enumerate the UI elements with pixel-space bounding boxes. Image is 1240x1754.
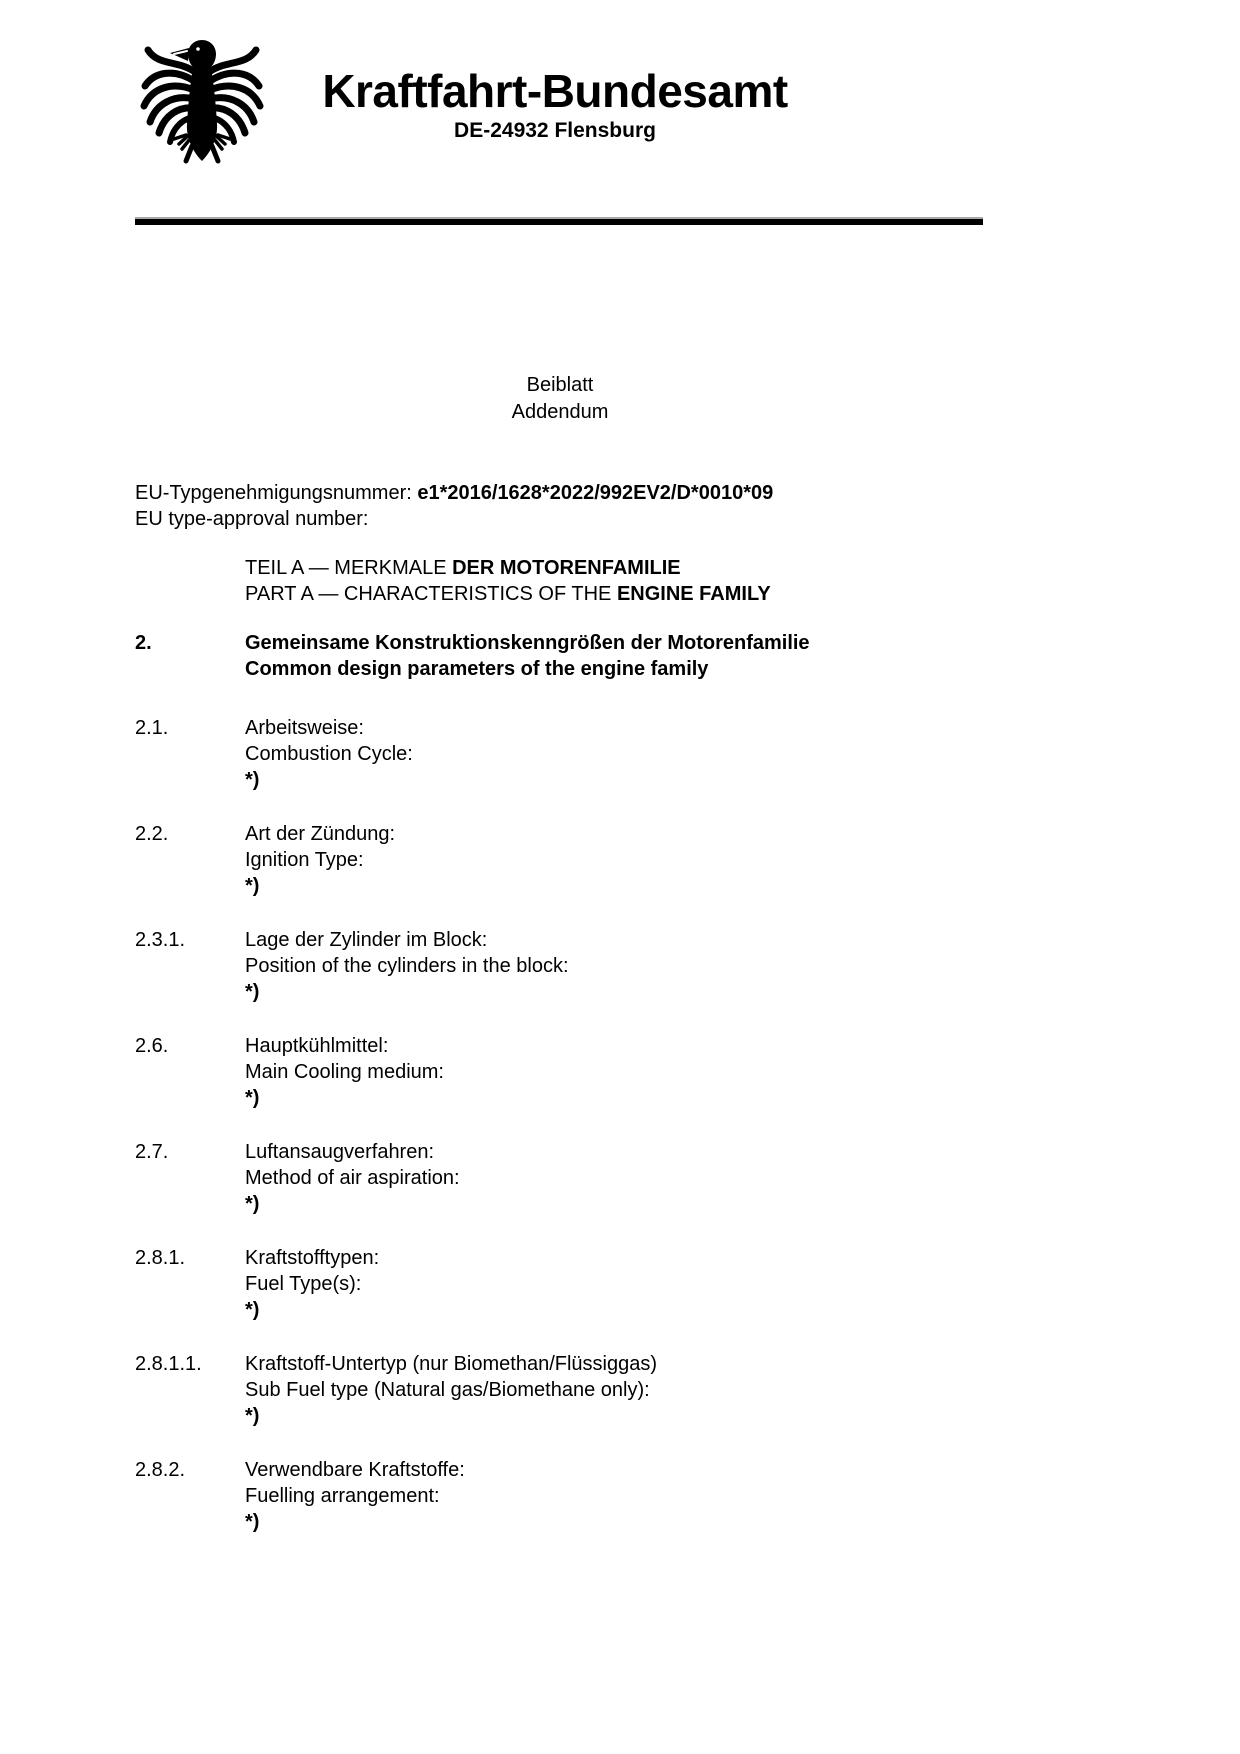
section-body: [245, 1139, 985, 1217]
section-label-de: Kraftstoff-Untertyp (nur Biomethan/Flüssiggas): [245, 1353, 658, 1375]
agency-header: [312, 66, 798, 143]
section-label-de: Hauptkühlmittel:: [245, 1035, 389, 1057]
section-label-en: Fuel Type(s):: [245, 1273, 362, 1295]
section-label-en: Main Cooling medium:: [245, 1061, 444, 1083]
section-2-8-2: [135, 1457, 985, 1535]
section-number: 2.8.2.: [135, 1459, 186, 1481]
section-label-de: Lage der Zylinder im Block:: [245, 929, 488, 951]
approval-number-label-de: EU-Typgenehmigungsnummer:: [135, 482, 412, 504]
section-2-3-1: [135, 927, 985, 1005]
section-number: 2.2.: [135, 823, 169, 845]
section-2-2: [135, 821, 985, 899]
section-label-en: Position of the cylinders in the block:: [245, 955, 569, 977]
section-value: *): [245, 1511, 260, 1533]
approval-number-line: [135, 480, 985, 506]
document-content: [135, 372, 985, 1563]
section-2-8-1: [135, 1245, 985, 1323]
agency-address: DE-24932 Flensburg: [454, 119, 656, 142]
approval-number-block: [135, 480, 985, 532]
section-body: [245, 630, 985, 682]
section-label-en: Sub Fuel type (Natural gas/Biomethane only):: [245, 1379, 650, 1401]
section-body: [245, 821, 985, 899]
section-number: 2.6.: [135, 1035, 169, 1057]
section-2-1: [135, 715, 985, 793]
section-label-en: Common design parameters of the engine family: [245, 658, 709, 680]
section-2-7: [135, 1139, 985, 1217]
section-2-6: [135, 1033, 985, 1111]
agency-name: Kraftfahrt-Bundesamt: [322, 65, 788, 117]
section-label-en: Fuelling arrangement:: [245, 1485, 440, 1507]
section-label-en: Method of air aspiration:: [245, 1167, 460, 1189]
section-number: 2.8.1.1.: [135, 1353, 202, 1375]
section-2: [135, 630, 985, 682]
document-title: [135, 372, 985, 426]
section-label-de: Art der Zündung:: [245, 823, 396, 845]
part-a-heading-de: TEIL A — MERKMALE DER MOTORENFAMILIE: [245, 557, 681, 579]
section-value: *): [245, 1193, 260, 1215]
section-2-8-1-1: [135, 1351, 985, 1429]
section-label-de: Kraftstofftypen:: [245, 1247, 380, 1269]
section-number: 2.8.1.: [135, 1247, 186, 1269]
section-number: 2.7.: [135, 1141, 169, 1163]
section-number: 2.1.: [135, 717, 169, 739]
part-a-heading-en: PART A — CHARACTERISTICS OF THE ENGINE FAMILY: [245, 583, 771, 605]
part-a-heading: [245, 555, 985, 607]
approval-number-label-en: EU type-approval number:: [135, 508, 369, 530]
section-value: *): [245, 1087, 260, 1109]
section-body: [245, 1351, 985, 1429]
section-label-de: Arbeitsweise:: [245, 717, 364, 739]
approval-number-value: e1*2016/1628*2022/992EV2/D*0010*09: [417, 482, 774, 504]
section-body: [245, 1245, 985, 1323]
section-body: [245, 1033, 985, 1111]
section-number: 2.: [135, 632, 152, 654]
section-label-de: Gemeinsame Konstruktionskenngrößen der Motorenfamilie: [245, 632, 810, 654]
section-label-de: Verwendbare Kraftstoffe:: [245, 1459, 465, 1481]
federal-eagle-icon: [140, 34, 264, 168]
section-label-en: Combustion Cycle:: [245, 743, 413, 765]
section-body: [245, 715, 985, 793]
section-body: [245, 1457, 985, 1535]
section-value: *): [245, 1299, 260, 1321]
section-value: *): [245, 981, 260, 1003]
section-body: [245, 927, 985, 1005]
section-label-de: Luftansaugverfahren:: [245, 1141, 435, 1163]
section-number: 2.3.1.: [135, 929, 186, 951]
document-title-de: Beiblatt: [526, 374, 594, 396]
document-title-en: Addendum: [511, 401, 609, 423]
section-value: *): [245, 769, 260, 791]
section-label-en: Ignition Type:: [245, 849, 364, 871]
section-value: *): [245, 875, 260, 897]
header-divider: [135, 217, 983, 225]
section-value: *): [245, 1405, 260, 1427]
